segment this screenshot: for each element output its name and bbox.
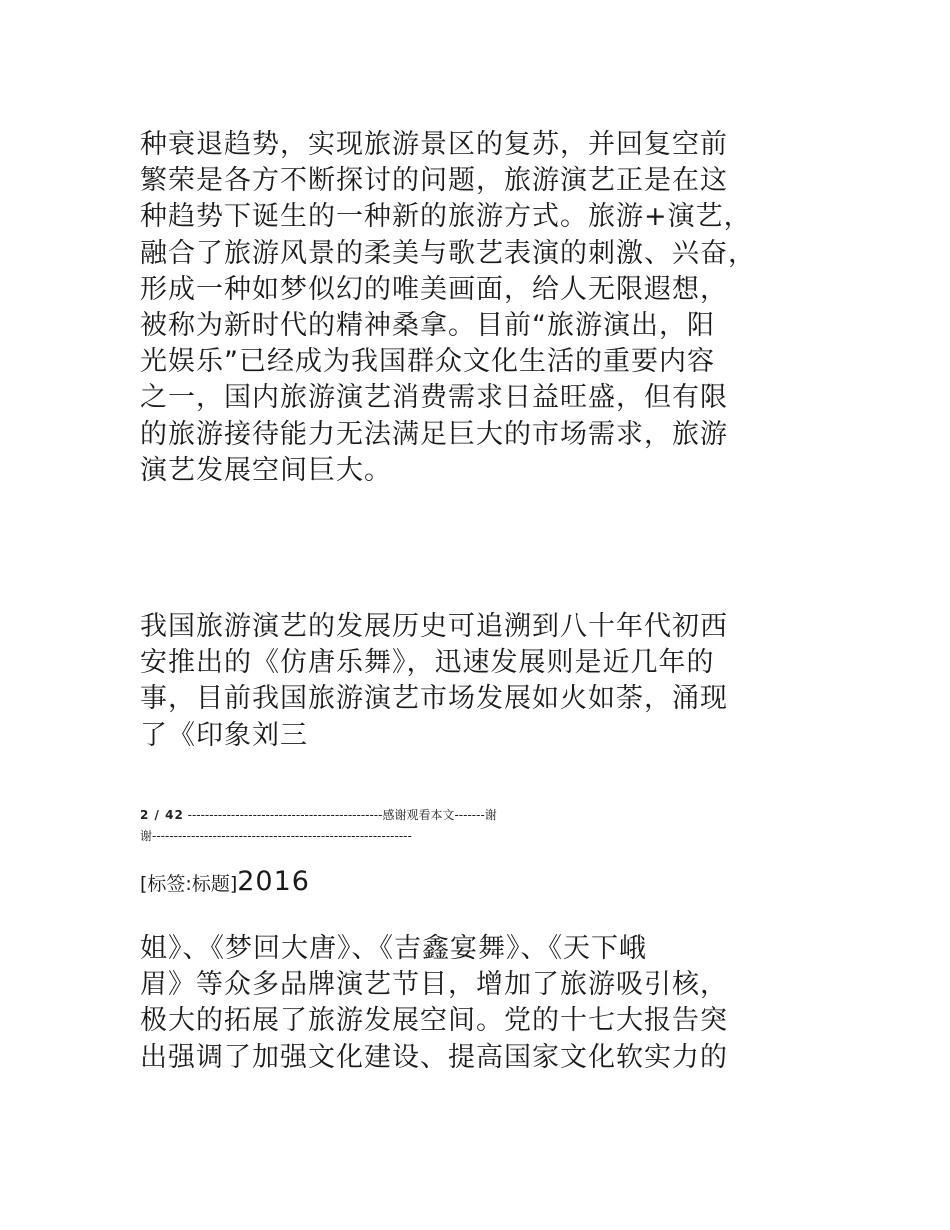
page-header [140, 866, 310, 897]
page-number: 2 / 42 [140, 808, 184, 822]
paragraph-line: 之一，国内旅游演艺消费需求日益旺盛，但有限 [140, 382, 728, 414]
footer-line-2: 谢------------------------------------------------------------ [140, 829, 412, 843]
paragraph-line: 的旅游接待能力无法满足巨大的市场需求，旅游 [140, 418, 728, 450]
body-paragraph-2 [140, 609, 728, 754]
paragraph-line: 极大的拓展了旅游发展空间。党的十七大报告突 [140, 1005, 728, 1037]
header-tag: [标签:标题] [140, 873, 238, 895]
paragraph-line: 出强调了加强文化建设、提高国家文化软实力的 [140, 1041, 728, 1073]
paragraph-line: 光娱乐”已经成为我国群众文化生活的重要内容 [140, 346, 715, 378]
paragraph-line: 繁荣是各方不断探讨的问题，旅游演艺正是在这 [140, 165, 728, 197]
paragraph-line: 演艺发展空间巨大。 [140, 454, 392, 486]
paragraph-line: 我国旅游演艺的发展历史可追溯到八十年代初西 [140, 611, 728, 642]
paragraph-line: 融合了旅游风景的柔美与歌艺表演的刺激、兴奋， [140, 237, 756, 269]
paragraph-line: 形成一种如梦似幻的唯美画面，给人无限遐想， [140, 273, 728, 305]
paragraph-line: 种趋势下诞生的一种新的旅游方式。旅游+演艺， [140, 201, 752, 233]
body-paragraph-1 [140, 127, 756, 489]
paragraph-line: 姐》、《梦回大唐》、《吉鑫宴舞》、《天下峨 [140, 933, 647, 964]
footer-line-1 [140, 805, 497, 826]
paragraph-line: 被称为新时代的精神桑拿。目前“旅游演出，阳 [140, 310, 715, 342]
paragraph-line: 安推出的《仿唐乐舞》，迅速发展则是近几年的 [140, 647, 715, 679]
paragraph-line: 眉》等众多品牌演艺节目，增加了旅游吸引核， [140, 969, 728, 1001]
footer-text: ---------------------------------------------感谢观看本文-------谢 [183, 808, 497, 822]
paragraph-line: 事，目前我国旅游演艺市场发展如火如荼，涌现 [140, 683, 728, 715]
page-footer [140, 805, 497, 847]
paragraph-line: 了《印象刘三 [140, 719, 308, 751]
paragraph-line: 种衰退趋势，实现旅游景区的复苏，并回复空前 [140, 129, 728, 160]
header-year: 2016 [237, 866, 310, 897]
body-paragraph-3 [140, 931, 728, 1076]
